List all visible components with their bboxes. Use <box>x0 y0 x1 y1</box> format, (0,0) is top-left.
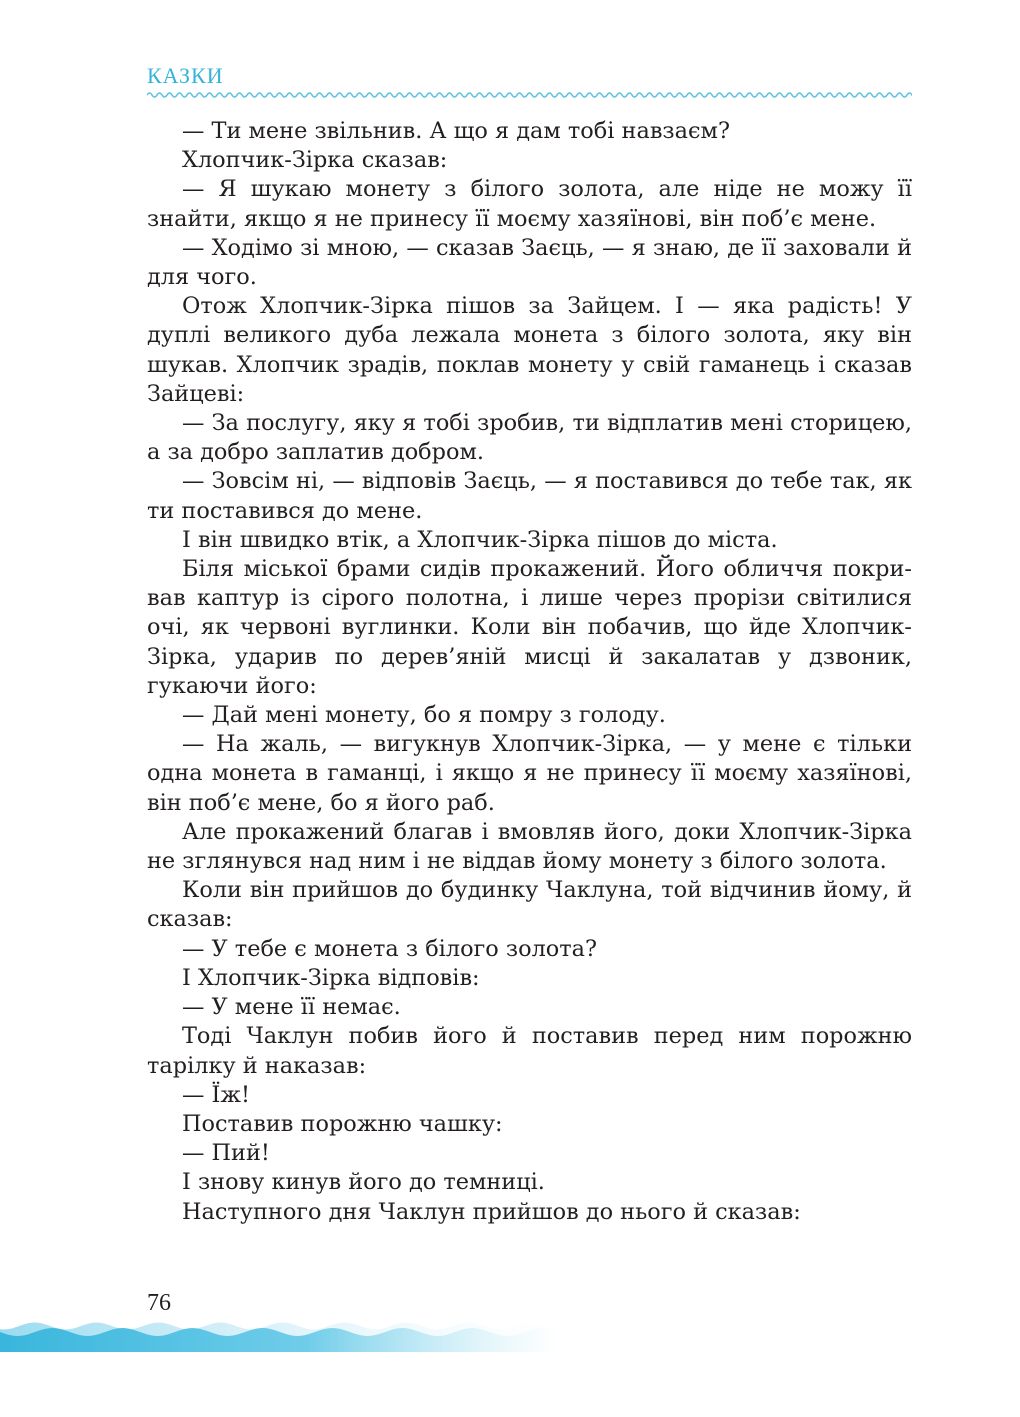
paragraph: Коли він прийшов до будинку Чаклуна, той відчинив йому, й сказав: <box>147 877 912 933</box>
section-title: КАЗКИ <box>147 63 224 88</box>
paragraph: — Дай мені монету, бо я помру з голоду. <box>182 702 666 729</box>
paragraph: — За послугу, яку я тобі зробив, ти відплатив мені сторицею, а за добро заплатив добром. <box>147 410 912 466</box>
paragraph: І він швидко втік, а Хлопчик-Зірка пішов до міста. <box>182 526 778 553</box>
paragraph: — У тебе є монета з білого золота? <box>182 935 598 962</box>
paragraph: Наступного дня Чаклун прийшов до нього й сказав: <box>182 1198 801 1225</box>
paragraph: — Зовсім ні, — відповів Заєць, — я поставився до тебе так, як ти поставився до мене. <box>147 468 912 524</box>
paragraph: Але прокажений благав і вмовляв його, доки Хлопчик-Зірка не зглянувся над ним і не віддав йому монету з білого золота. <box>147 818 912 875</box>
paragraph: — Їж! <box>182 1081 250 1108</box>
paragraph: Отож Хлопчик-Зірка пішов за Зайцем. І — яка радість! У дуплі великого дуба лежала монета з білого золота, яку він шукав. Хлопчик зрадів, поклав монету у свій гаманець і сказав Зайцеві: <box>147 293 912 407</box>
paragraph: Поставив порожню чашку: <box>182 1110 503 1137</box>
paragraph: — Ходімо зі мною, — сказав Заєць, — я знаю, де її заховали й для чого. <box>147 234 912 291</box>
paragraph: — На жаль, — вигукнув Хлопчик-Зірка, — у мене є тільки одна монета в гаманці, і якщо я не принесу її моєму хазяїнові, він поб’є мене, бо я його раб. <box>147 731 912 816</box>
story-text <box>147 117 912 1227</box>
footer-wave-decoration <box>0 1312 560 1352</box>
paragraph: І Хлопчик-Зірка відповів: <box>182 964 480 991</box>
page-number: 76 <box>147 1290 171 1316</box>
paragraph: І знову кинув його до темниці. <box>182 1169 545 1196</box>
paragraph: — Пий! <box>182 1140 270 1167</box>
paragraph: Біля міської брами сидів прокажений. Його обличчя покривав каптур із сірого полотна, і лише через прорізи світилися очі, як червоні вуглинки. Коли він побачив, що йде Хлопчик-Зірка, ударив по дерев’яній мисці й закалатав у дзвоник, гукаючи його: <box>147 556 912 699</box>
paragraph: Тоді Чаклун побив його й поставив перед ним порожню тарілку й наказав: <box>147 1023 912 1079</box>
paragraph: Хлопчик-Зірка сказав: <box>182 147 448 174</box>
paragraph: — Я шукаю монету з білого золота, але ніде не можу її знайти, якщо я не принесу її моєму хазяїнові, він поб’є мене. <box>147 176 912 232</box>
paragraph: — Ти мене звільнив. А що я дам тобі навзаєм? <box>182 118 730 144</box>
header-wave-divider <box>147 91 912 99</box>
paragraph: — У мене її немає. <box>182 994 401 1021</box>
running-header <box>147 63 912 99</box>
